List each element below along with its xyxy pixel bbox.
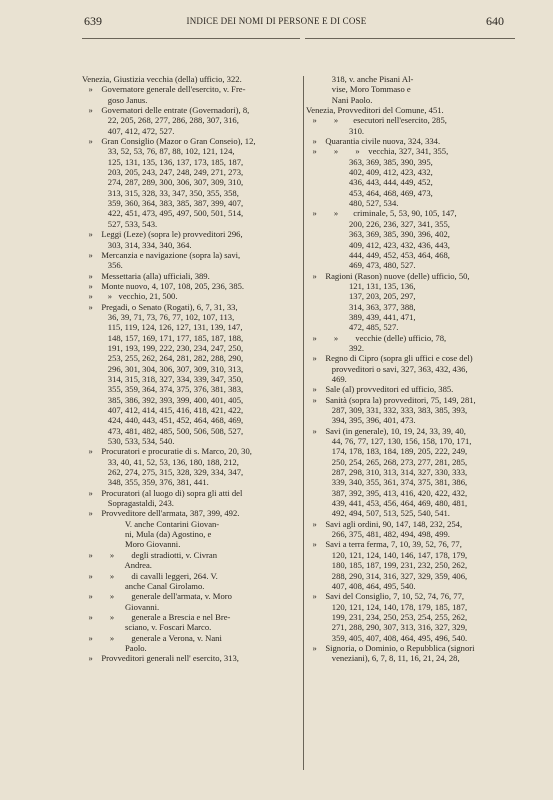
index-line: 274, 287, 289, 300, 306, 307, 309, 310, bbox=[82, 177, 244, 188]
page-number-right: 640 bbox=[486, 14, 504, 28]
index-line: 392. bbox=[306, 342, 365, 353]
index-line: 363, 369, 385, 390, 396, 402, bbox=[306, 229, 450, 240]
index-line: 36, 39, 71, 73, 76, 77, 102, 107, 113, bbox=[82, 311, 235, 322]
index-line: » » di cavalli leggeri, 264. V. bbox=[82, 570, 218, 581]
index-line: Giovanni. bbox=[82, 601, 160, 612]
index-line: vise, Moro Tommaso e bbox=[306, 84, 411, 95]
index-line: » Mercanzia e navigazione (sopra la) savi, bbox=[82, 249, 241, 260]
index-line: » » generale dell'armata, v. Moro bbox=[82, 591, 232, 602]
index-line: 389, 439, 441, 471, bbox=[306, 311, 416, 322]
index-line: 199, 231, 234, 250, 253, 254, 255, 262, bbox=[306, 611, 468, 622]
index-line: 288, 290, 314, 316, 327, 329, 359, 406, bbox=[306, 570, 468, 581]
index-line: » Pregadi, o Senato (Rogati), 6, 7, 31, 33, bbox=[82, 301, 238, 312]
running-title: INDICE DEI NOMI DI PERSONE E DI COSE bbox=[186, 16, 367, 26]
index-line: V. anche Contarini Giovan- bbox=[82, 518, 220, 529]
index-line: 44, 76, 77, 127, 130, 156, 158, 170, 171, bbox=[306, 436, 472, 447]
index-line: 125, 131, 135, 136, 137, 173, 185, 187, bbox=[82, 156, 244, 167]
index-line: 287, 309, 331, 332, 333, 383, 385, 393, bbox=[306, 405, 468, 415]
index-line: » » esecutori nell'esercito, 285, bbox=[306, 115, 447, 126]
index-line: Paolo. bbox=[82, 642, 147, 653]
index-line: Nani Paolo. bbox=[306, 94, 373, 105]
index-line: 200, 226, 236, 327, 341, 355, bbox=[306, 218, 450, 229]
index-line: 469, 473, 480, 527. bbox=[306, 260, 416, 271]
index-line: » Messettaria (alla) ufficiali, 389. bbox=[82, 270, 210, 281]
index-line: » » generale a Brescia e nel Bre- bbox=[82, 611, 231, 622]
index-line: Venezia, Provveditori del Comune, 451. bbox=[306, 105, 444, 116]
index-line: Sopragastaldi, 243. bbox=[82, 498, 174, 509]
header-rule-left bbox=[82, 38, 300, 39]
index-line: 387, 392, 395, 413, 416, 420, 422, 432, bbox=[306, 487, 468, 498]
index-line: » » degli stradiotti, v. Civran bbox=[82, 549, 218, 560]
index-line: 262, 274, 275, 315, 328, 329, 334, 347, bbox=[82, 467, 244, 478]
index-line: 422, 451, 473, 495, 497, 500, 501, 514, bbox=[82, 208, 244, 219]
index-line: » Ragioni (Rason) nuove (delle) ufficio, 50, bbox=[306, 270, 470, 281]
index-line: 355, 359, 364, 374, 375, 376, 381, 383, bbox=[82, 384, 244, 395]
index-line: ni, Mula (da) Agostino, e bbox=[82, 529, 212, 540]
index-line: 356. bbox=[82, 260, 123, 271]
index-line: » Procuratori (al luogo di) sopra gli atti del bbox=[82, 487, 243, 498]
index-line: 120, 121, 124, 140, 146, 147, 178, 179, bbox=[306, 549, 468, 560]
index-line: 313, 315, 328, 33, 347, 350, 355, 358, bbox=[82, 187, 239, 198]
index-line: 472, 485, 527. bbox=[306, 322, 399, 333]
index-line: 402, 409, 412, 423, 432, bbox=[306, 167, 433, 178]
index-line: » Signoria, o Dominio, o Repubblica (signori bbox=[306, 642, 475, 653]
index-line: 473, 481, 482, 485, 500, 506, 508, 527, bbox=[82, 425, 244, 436]
index-line: 303, 314, 334, 340, 364. bbox=[82, 239, 192, 250]
index-line: » Provveditori generali nell' esercito, 313, bbox=[82, 653, 239, 664]
index-line: » Sanità (sopra la) provveditori, 75, 149, 281, bbox=[306, 394, 476, 405]
index-line: » Leggi (Leze) (sopra le) provveditori 296, bbox=[82, 229, 243, 240]
index-line: 407, 408, 464, 495, 540. bbox=[306, 580, 416, 591]
index-line: 180, 185, 187, 199, 231, 232, 250, 262, bbox=[306, 560, 468, 571]
index-line: Moro Giovanni. bbox=[82, 539, 181, 550]
index-line: 314, 315, 318, 327, 334, 339, 347, 350, bbox=[82, 373, 244, 384]
index-line: » Procuratori e procuratie di s. Marco, 20, 30, bbox=[82, 446, 252, 457]
index-line: 453, 464, 468, 469, 473, bbox=[306, 187, 433, 198]
index-line: 363, 369, 385, 390, 395, bbox=[306, 156, 433, 167]
index-line: » Gran Consiglio (Mazor o Gran Conseio), 12, bbox=[82, 136, 256, 147]
index-line: 530, 533, 534, 540. bbox=[82, 436, 175, 447]
index-line: 120, 121, 124, 140, 178, 179, 185, 187, bbox=[306, 601, 468, 612]
index-line: 407, 412, 472, 527. bbox=[82, 125, 175, 136]
index-line: 348, 355, 359, 376, 381, 441. bbox=[82, 477, 209, 488]
index-line: 121, 131, 135, 136, bbox=[306, 280, 416, 291]
index-line: 314, 363, 377, 388, bbox=[306, 301, 416, 312]
index-line: 310. bbox=[306, 125, 365, 136]
index-line: 250, 254, 265, 268, 273, 277, 281, 285, bbox=[306, 456, 468, 467]
index-line: 359, 360, 364, 383, 385, 387, 399, 407, bbox=[82, 198, 244, 209]
index-line: » Savi a terra ferma, 7, 10, 39, 52, 76, 77, bbox=[306, 539, 462, 550]
index-line: 148, 157, 169, 171, 177, 185, 187, 188, bbox=[82, 332, 244, 343]
index-line: Venezia, Giustizia vecchia (della) ufficio, 322. bbox=[82, 74, 242, 84]
index-line: anche Canal Girolamo. bbox=[82, 580, 205, 591]
index-line: 469. bbox=[306, 373, 347, 384]
index-line: 191, 193, 199, 222, 230, 234, 247, 250, bbox=[82, 342, 244, 353]
index-line: » Regno di Cipro (sopra gli uffici e cose del) bbox=[306, 353, 473, 364]
column-divider bbox=[303, 76, 304, 770]
index-line: » » criminale, 5, 53, 90, 105, 147, bbox=[306, 208, 457, 219]
index-line: 409, 412, 423, 432, 436, 443, bbox=[306, 239, 450, 250]
index-line: 253, 255, 262, 264, 281, 282, 288, 290, bbox=[82, 353, 244, 364]
index-line: 527, 533, 543. bbox=[82, 218, 158, 229]
index-line: » Savi (in generale), 10, 19, 24, 33, 39, 40, bbox=[306, 425, 466, 436]
index-line: » Governatori delle entrate (Governadori), 8, bbox=[82, 105, 250, 116]
index-line: goso Janus. bbox=[82, 94, 148, 105]
running-header bbox=[0, 14, 553, 28]
index-line: 492, 494, 507, 513, 525, 540, 541. bbox=[306, 508, 450, 519]
index-line: » » vecchie (delle) ufficio, 78, bbox=[306, 332, 447, 343]
index-line: » Monte nuovo, 4, 107, 108, 205, 236, 385. bbox=[82, 280, 245, 291]
index-line: Andrea. bbox=[82, 560, 152, 571]
index-line: 203, 205, 243, 247, 248, 249, 271, 273, bbox=[82, 167, 244, 178]
index-line: 137, 203, 205, 297, bbox=[306, 291, 416, 302]
index-line: 271, 288, 290, 307, 313, 316, 327, 329, bbox=[306, 622, 468, 633]
index-line: 287, 298, 310, 313, 314, 327, 330, 333, bbox=[306, 467, 468, 478]
index-line: » Governatore generale dell'esercito, v. Fre- bbox=[82, 84, 246, 95]
index-line: sciano, v. Foscari Marco. bbox=[82, 622, 212, 633]
index-line: 436, 443, 444, 449, 452, bbox=[306, 177, 433, 188]
index-line: 385, 386, 392, 393, 399, 400, 401, 405, bbox=[82, 394, 244, 405]
index-line: 174, 178, 183, 184, 189, 205, 222, 249, bbox=[306, 446, 468, 457]
index-line: » Provveditore dell'armata, 387, 399, 492. bbox=[82, 508, 240, 519]
index-line: 394, 395, 396, 401, 473. bbox=[306, 415, 416, 426]
index-line: » » vecchio, 21, 500. bbox=[82, 291, 178, 302]
index-line: 439, 441, 453, 456, 464, 469, 480, 481, bbox=[306, 498, 468, 509]
index-line: » Quarantia civile nuova, 324, 334. bbox=[306, 136, 441, 147]
index-line: » Savi del Consiglio, 7, 10, 52, 74, 76, 77, bbox=[306, 591, 465, 602]
index-line: » Sale (al) provveditori ed ufficio, 385. bbox=[306, 384, 454, 395]
index-line: » » » vecchia, 327, 341, 355, bbox=[306, 146, 449, 157]
index-line: provveditori o savi, 327, 363, 432, 436, bbox=[306, 363, 468, 374]
index-line: 480, 527, 534. bbox=[306, 198, 399, 209]
index-line: 407, 412, 414, 415, 416, 418, 421, 422, bbox=[82, 405, 244, 415]
page-number-left: 639 bbox=[84, 14, 102, 28]
index-line: 115, 119, 124, 126, 127, 131, 139, 147, bbox=[82, 322, 243, 333]
index-line: 22, 205, 268, 277, 286, 288, 307, 316, bbox=[82, 115, 239, 126]
index-line: 339, 340, 355, 361, 374, 375, 381, 386, bbox=[306, 477, 468, 488]
index-line: 444, 449, 452, 453, 464, 468, bbox=[306, 249, 450, 260]
index-line: 359, 405, 407, 408, 464, 495, 496, 540. bbox=[306, 632, 468, 643]
index-line: 33, 52, 53, 76, 87, 88, 102, 121, 124, bbox=[82, 146, 235, 157]
index-column-left bbox=[82, 74, 298, 664]
index-line: 33, 40, 41, 52, 53, 136, 180, 188, 212, bbox=[82, 456, 239, 467]
index-line: 318, v. anche Pisani Al- bbox=[306, 74, 414, 84]
header-rule-right bbox=[305, 38, 515, 39]
index-line: 424, 440, 443, 451, 452, 464, 468, 469, bbox=[82, 415, 244, 426]
index-line: » » generale a Verona, v. Nani bbox=[82, 632, 222, 643]
index-line: » Savi agli ordini, 90, 147, 148, 232, 254, bbox=[306, 518, 463, 529]
index-column-right bbox=[306, 74, 513, 664]
index-line: 266, 375, 481, 482, 494, 498, 499. bbox=[306, 529, 450, 540]
index-line: veneziani), 6, 7, 8, 11, 16, 21, 24, 28, bbox=[306, 653, 460, 664]
index-line: 296, 301, 304, 306, 307, 309, 310, 313, bbox=[82, 363, 244, 374]
